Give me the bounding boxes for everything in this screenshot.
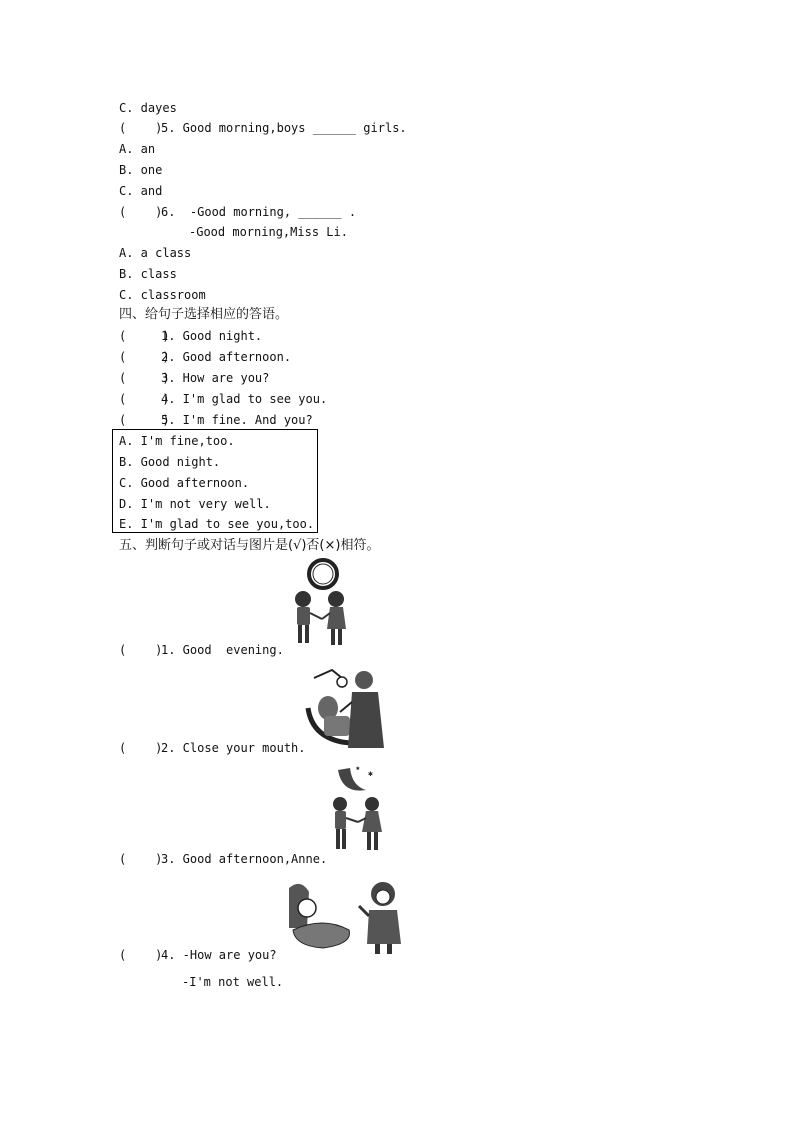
part5-q4-text: 4. -How are you? — [161, 948, 277, 962]
q6-text: 6. -Good morning, ______ . — [161, 205, 357, 219]
part5-title: 五、判断句子或对话与图片是(√)否(×)相符。 — [119, 538, 380, 553]
q5-paren: ( ) — [119, 121, 163, 135]
part4-q1-text: 1. Good night. — [161, 329, 263, 343]
part5-q1-text: 1. Good evening. — [161, 643, 284, 657]
q5-option-b: B. one — [119, 163, 163, 177]
sick-grandma-and-boy-picture — [283, 878, 411, 956]
svg-text:✱: ✱ — [356, 765, 360, 772]
answer-option-d: D. I'm not very well. — [119, 497, 271, 511]
part4-q3-text: 3. How are you? — [161, 371, 270, 385]
answer-option-e: E. I'm glad to see you,too. — [119, 517, 315, 531]
svg-text:✱: ✱ — [368, 769, 373, 778]
q6-option-b: B. class — [119, 267, 177, 281]
part4-q5-text: 5. I'm fine. And you? — [161, 413, 313, 427]
q6-line2: -Good morning,Miss Li. — [189, 225, 348, 239]
answer-option-c: C. Good afternoon. — [119, 476, 250, 490]
part5-q3-paren: ( ) — [119, 852, 163, 866]
q5-text: 5. Good morning,boys ______ girls. — [161, 121, 407, 135]
q5-option-c: C. and — [119, 184, 163, 198]
part4-q2-text: 2. Good afternoon. — [161, 350, 292, 364]
answer-option-a: A. I'm fine,too. — [119, 434, 235, 448]
part5-q4-line2: -I'm not well. — [182, 975, 284, 989]
dentist-picture — [302, 668, 386, 750]
part5-q1-paren: ( ) — [119, 643, 163, 657]
part5-q2-text: 2. Close your mouth. — [161, 741, 306, 755]
part4-q2-paren: ( ) — [119, 350, 170, 364]
part4-q4-text: 4. I'm glad to see you. — [161, 392, 328, 406]
q6-option-a: A. a class — [119, 246, 192, 260]
answer-option-b: B. Good night. — [119, 455, 221, 469]
moon-and-two-children-picture — [326, 764, 390, 860]
part5-q2-paren: ( ) — [119, 741, 163, 755]
part4-q1-paren: ( ) — [119, 329, 170, 343]
part4-q4-paren: ( ) — [119, 392, 170, 406]
q5-option-a: A. an — [119, 142, 156, 156]
part4-title: 四、给句子选择相应的答语。 — [119, 307, 289, 322]
sun-and-two-children-picture — [286, 557, 358, 653]
part4-q3-paren: ( ) — [119, 371, 170, 385]
part5-q3-text: 3. Good afternoon,Anne. — [161, 852, 328, 866]
part4-q5-paren: ( ) — [119, 413, 170, 427]
part5-q4-paren: ( ) — [119, 948, 163, 962]
q6-paren: ( ) — [119, 205, 163, 219]
q4-option-c: C. dayes — [119, 101, 177, 115]
q6-option-c: C. classroom — [119, 288, 206, 302]
